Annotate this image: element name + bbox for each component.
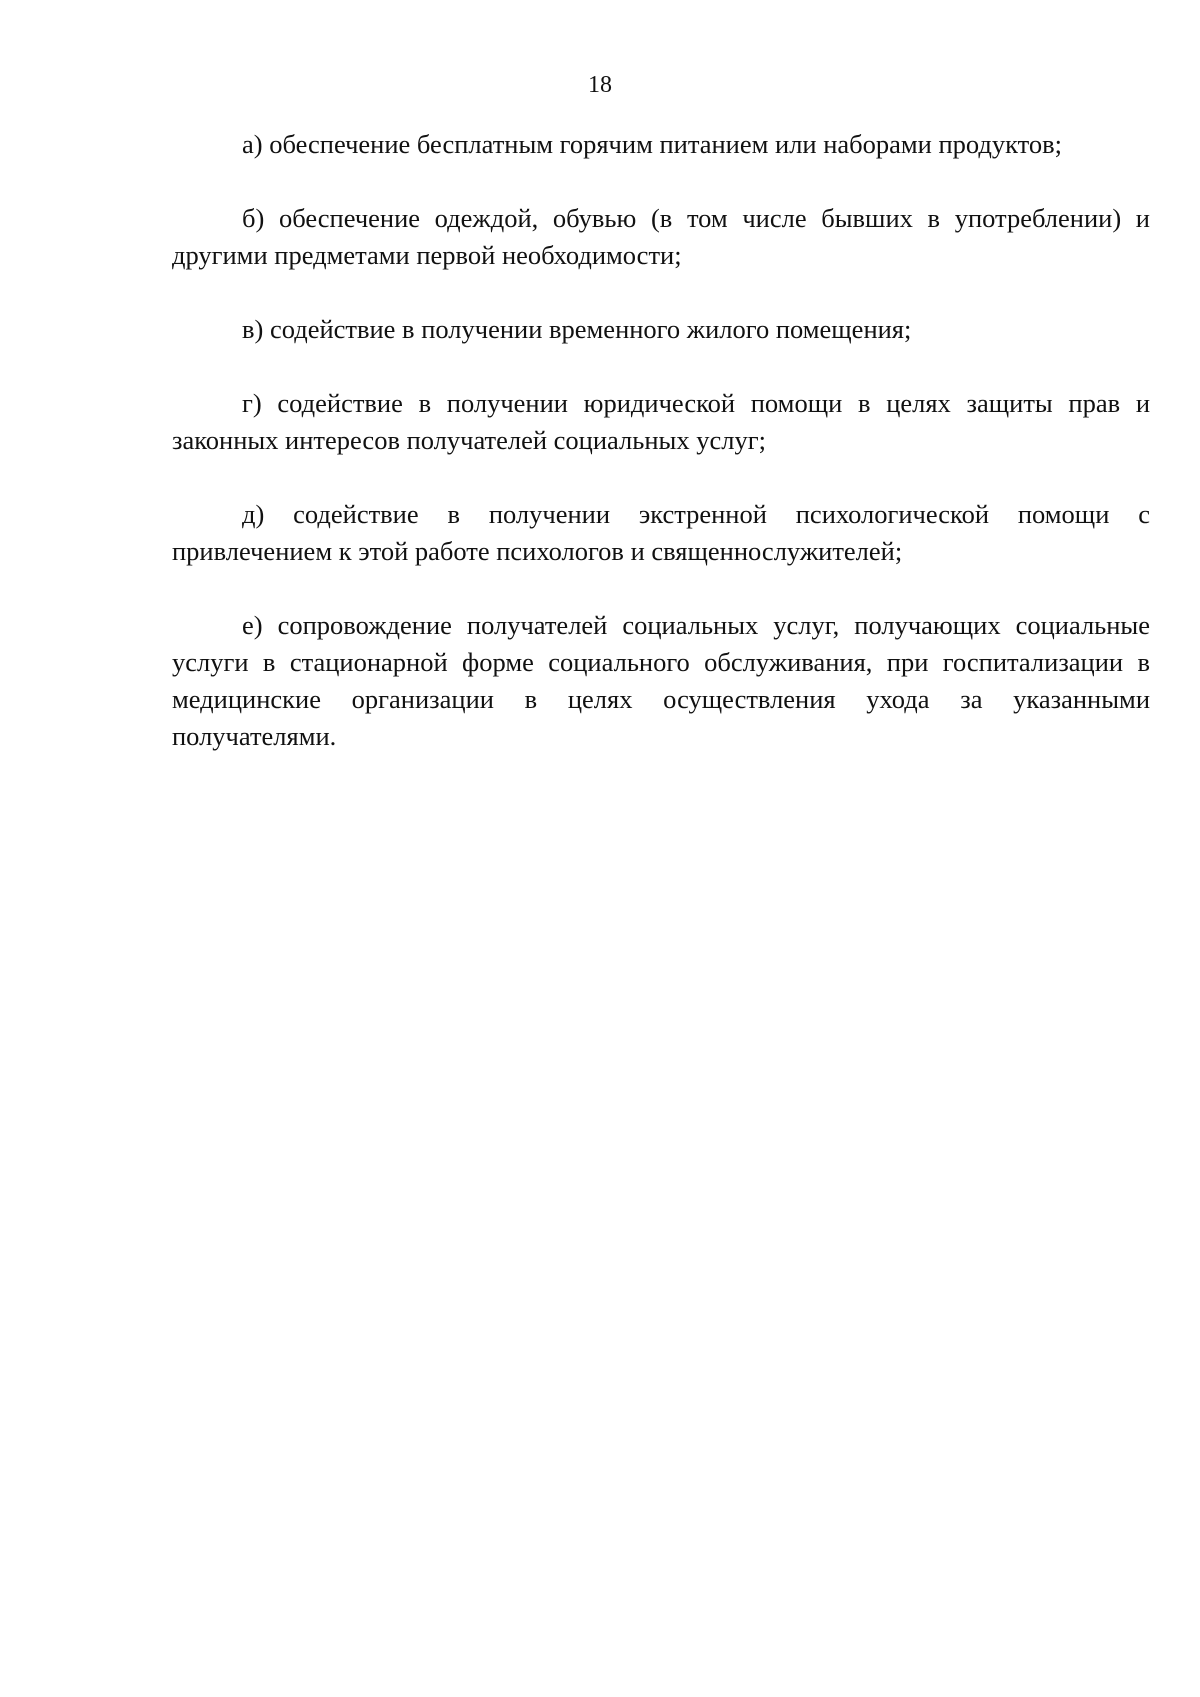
list-item-d: д) содействие в получении экстренной психологической помощи с привлечением к этой работе психологов и священнослужителей; — [172, 499, 1150, 566]
document-body — [172, 126, 1150, 792]
list-item-a: а) обеспечение бесплатным горячим питанием или наборами продуктов; — [242, 129, 1063, 159]
list-item-g: г) содействие в получении юридической помощи в целях защиты прав и законных интересов получателей социальных услуг; — [172, 388, 1150, 455]
list-item-v: в) содействие в получении временного жилого помещения; — [242, 314, 912, 344]
page-number: 18 — [588, 72, 612, 98]
list-item-e: е) сопровождение получателей социальных услуг, получающих социальные услуги в стационарной форме социального обслуживания, при госпитализации в медицинские организации в целях осуществления ухода за указанными получателями. — [172, 610, 1150, 751]
list-item-b: б) обеспечение одеждой, обувью (в том числе бывших в употреблении) и другими предметами первой необходимости; — [172, 203, 1150, 270]
